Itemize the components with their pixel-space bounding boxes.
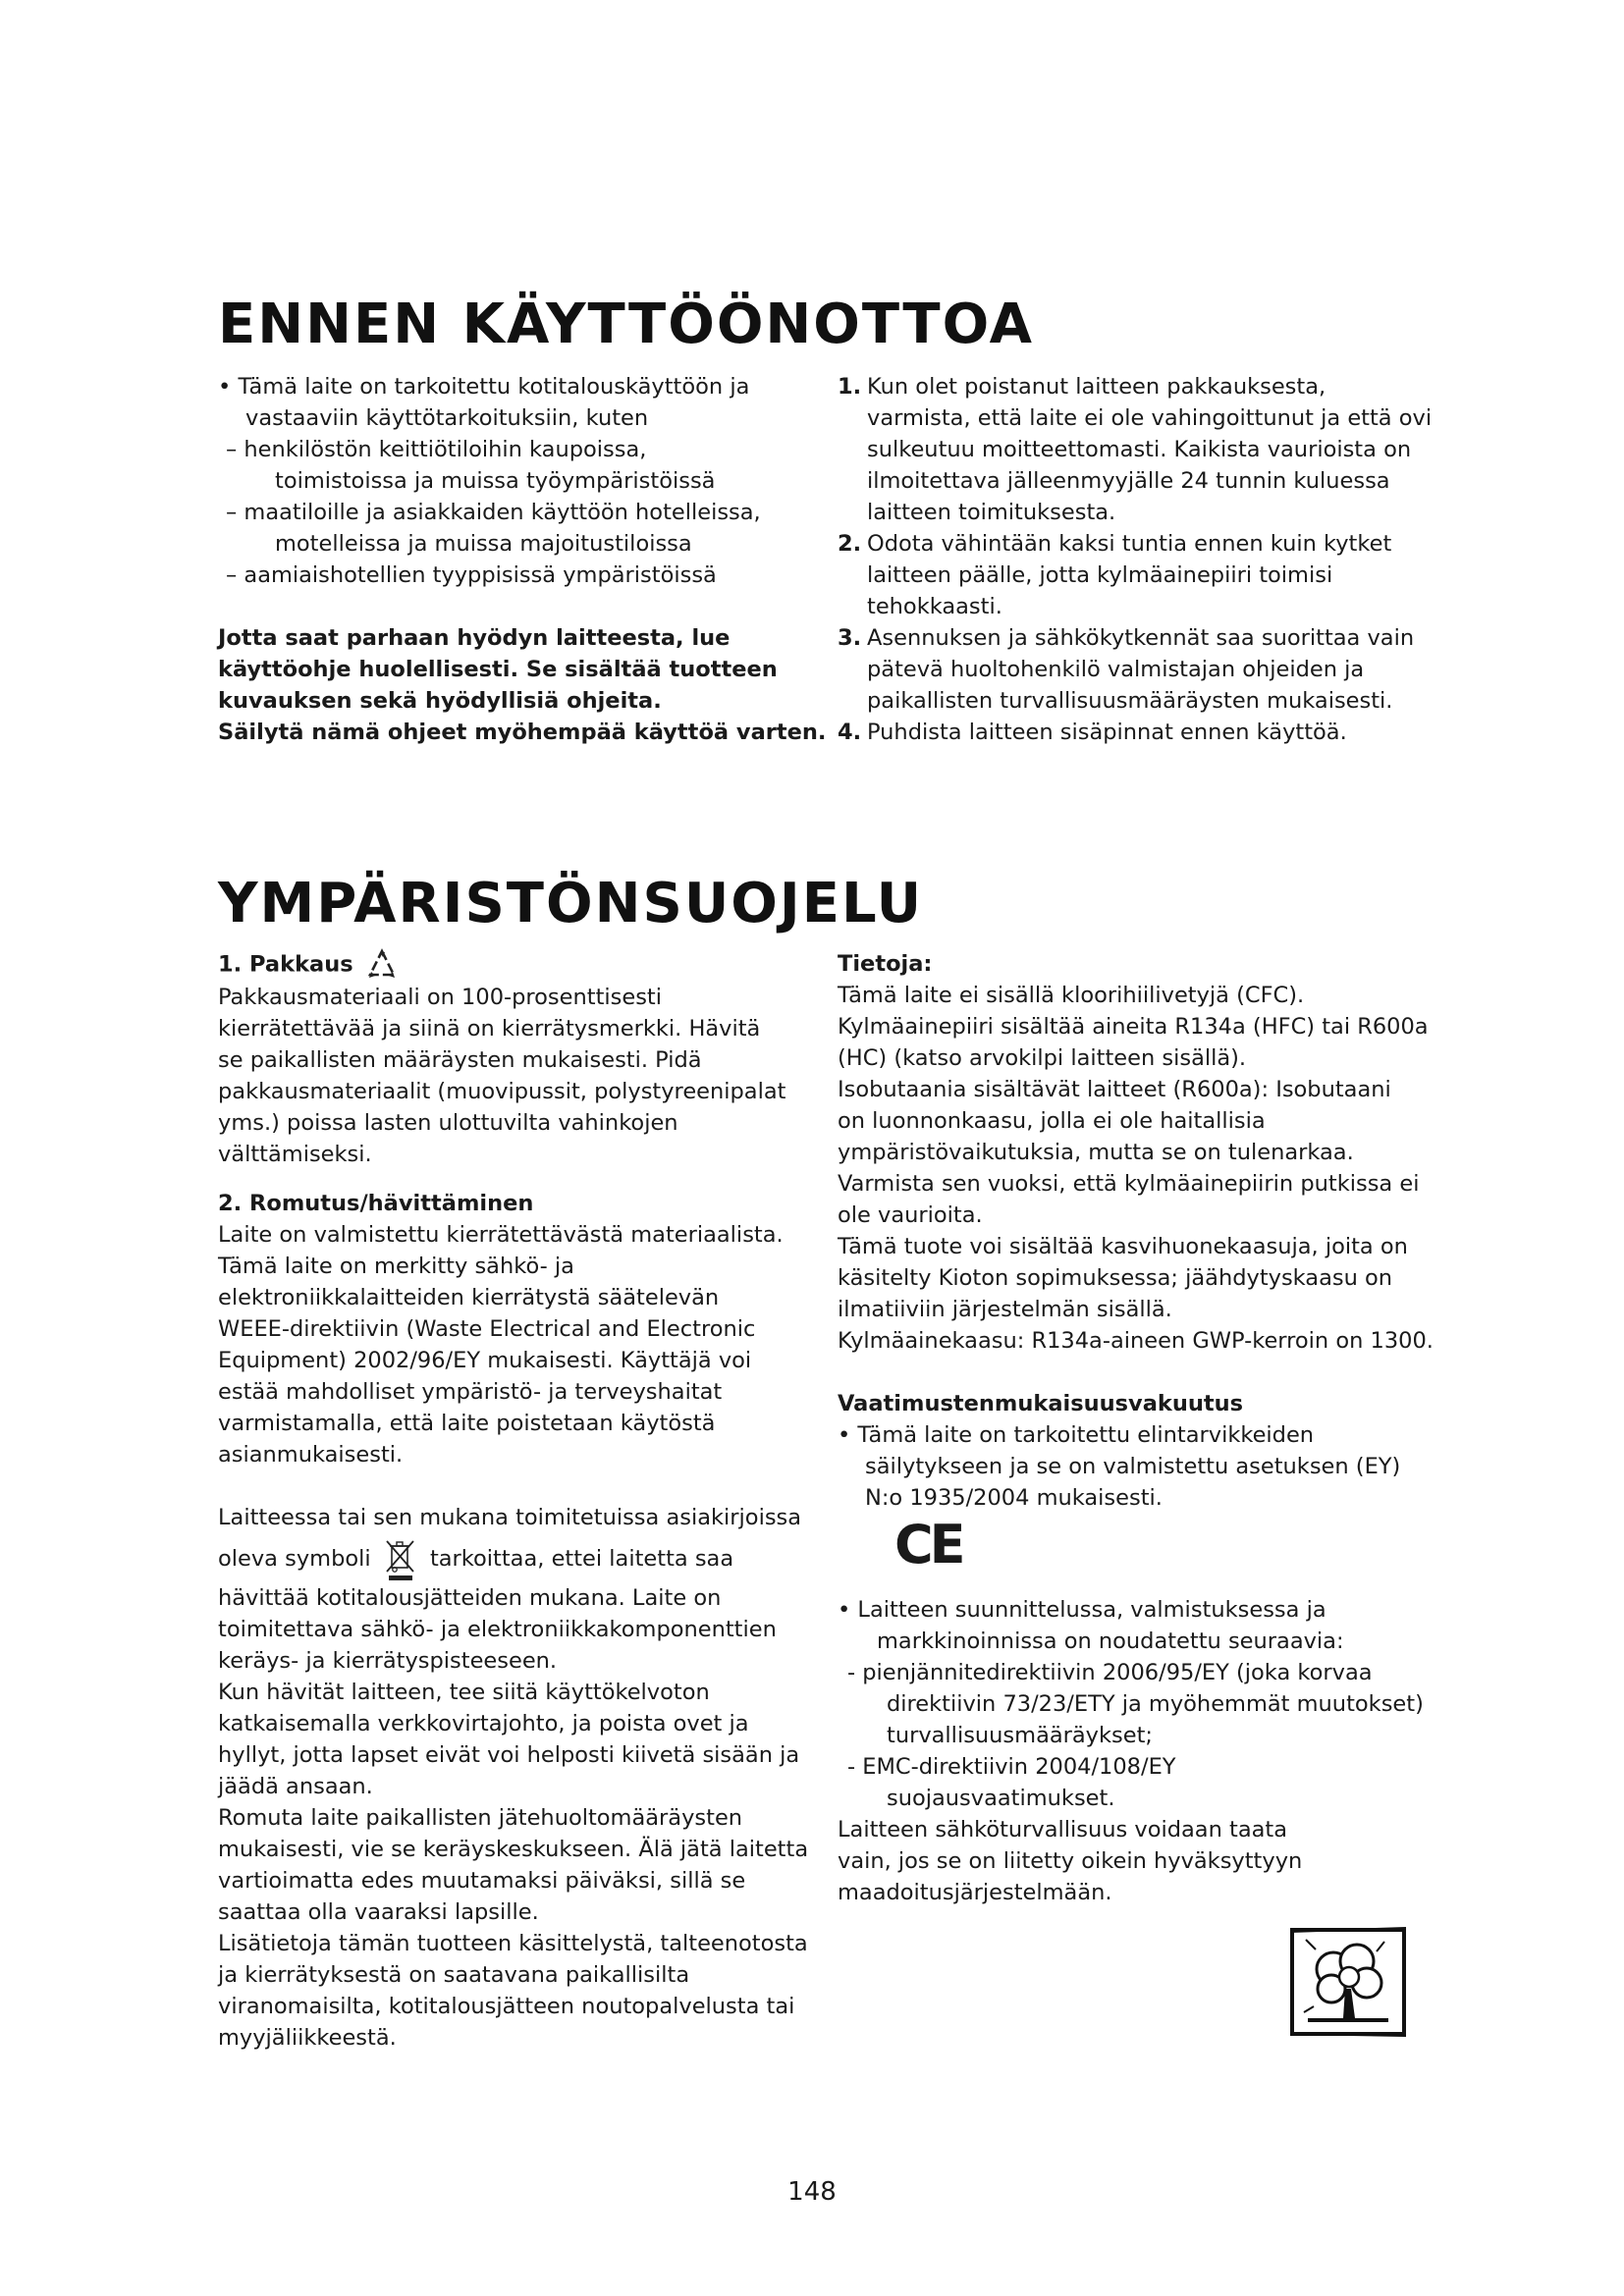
step-text: paikallisten turvallisuusmääräysten mukaisesti. xyxy=(867,688,1393,714)
text-line: Pakkausmateriaali on 100-prosenttisesti xyxy=(218,985,663,1010)
text-line: ympäristövaikutuksia, mutta se on tulenarkaa. xyxy=(838,1140,1354,1165)
environment-right-column xyxy=(838,948,1436,1908)
text-line: – maatiloille ja asiakkaiden käyttöön hotelleissa, xyxy=(226,500,761,525)
text-line: keräys- ja kierrätyspisteeseen. xyxy=(218,1648,558,1674)
text-line: suojausvaatimukset. xyxy=(887,1786,1115,1811)
text-line: vartioimatta edes muutamaksi päiväksi, sillä se xyxy=(218,1868,746,1894)
text-line: WEEE-direktiivin (Waste Electrical and Electronic xyxy=(218,1316,756,1342)
crossed-bin-icon xyxy=(384,1538,417,1581)
environment-left-column xyxy=(218,948,817,2054)
text-line: Tämä tuote voi sisältää kasvihuonekaasuja, joita on xyxy=(838,1234,1408,1259)
intro-column xyxy=(218,371,827,748)
text-line: pakkausmateriaalit (muovipussit, polystyreenipalat xyxy=(218,1079,786,1104)
step-number: 3. xyxy=(838,625,862,651)
text-line: myyjäliikkeestä. xyxy=(218,2025,397,2051)
vaatimus-heading: Vaatimustenmukaisuusvakuutus xyxy=(838,1391,1244,1416)
step-text: sulkeutuu moitteettomasti. Kaikista vaurioista on xyxy=(867,437,1412,462)
text-line: Lisätietoja tämän tuotteen käsittelystä, talteenotosta xyxy=(218,1931,808,1956)
step-2 xyxy=(838,528,1427,622)
text-line: markkinoinnissa on noudatettu seuraavia: xyxy=(877,1629,1344,1654)
text-line: vastaaviin käyttötarkoituksiin, kuten xyxy=(245,405,649,431)
text-line: Kun hävität laitteen, tee siitä käyttökelvoton xyxy=(218,1680,710,1705)
tree-emblem-icon xyxy=(1286,1924,1410,2040)
text-line: se paikallisten määräysten mukaisesti. Pidä xyxy=(218,1047,702,1073)
text-line: • Laitteen suunnittelussa, valmistuksessa ja xyxy=(838,1597,1326,1623)
bold-note-line: kuvauksen sekä hyödyllisiä ohjeita. xyxy=(218,688,662,714)
text-line: on luonnonkaasu, jolla ei ole haitallisia xyxy=(838,1108,1266,1134)
section-title-ymparistonsuojelu: YMPÄRISTÖNSUOJELU xyxy=(218,872,924,935)
text-line: direktiivin 73/23/ETY ja myöhemmät muutokset) xyxy=(887,1691,1424,1717)
step-3 xyxy=(838,622,1427,717)
step-text: pätevä huoltohenkilö valmistajan ohjeiden ja xyxy=(867,657,1365,682)
text-line: • Tämä laite on tarkoitettu elintarvikkeiden xyxy=(838,1422,1315,1448)
text-line: Laite on valmistettu kierrätettävästä materiaalista. xyxy=(218,1222,784,1248)
text-line: turvallisuusmääräykset; xyxy=(887,1723,1153,1748)
text-line: N:o 1935/2004 mukaisesti. xyxy=(865,1485,1163,1511)
step-text: varmista, että laite ei ole vahingoittunut ja että ovi xyxy=(867,405,1433,431)
text-line: – henkilöstön keittiötiloihin kaupoissa, xyxy=(226,437,647,462)
text-line: jäädä ansaan. xyxy=(218,1774,373,1799)
text-line: mukaisesti, vie se keräyskeskukseen. Älä jätä laitetta xyxy=(218,1837,809,1862)
text-line: vain, jos se on liitetty oikein hyväksyttyyn xyxy=(838,1848,1303,1874)
step-text: Odota vähintään kaksi tuntia ennen kuin kytket xyxy=(867,531,1392,557)
bold-note-line: Jotta saat parhaan hyödyn laitteesta, lue xyxy=(218,625,731,651)
step-text: laitteen toimituksesta. xyxy=(867,500,1116,525)
text-line: toimitettava sähkö- ja elektroniikkakomponenttien xyxy=(218,1617,777,1642)
text-line: Isobutaania sisältävät laitteet (R600a): Isobutaani xyxy=(838,1077,1391,1102)
text-line: • Tämä laite on tarkoitettu kotitalouskäyttöön ja xyxy=(218,374,750,400)
bold-note-line: Säilytä nämä ohjeet myöhempää käyttöä varten. xyxy=(218,720,827,745)
symbol-line: oleva symboli tarkoittaa, ettei laitetta saa xyxy=(218,1535,817,1582)
text-line: Laitteessa tai sen mukana toimitetuissa asiakirjoissa xyxy=(218,1505,802,1530)
text-line: ilmatiiviin järjestelmän sisällä. xyxy=(838,1297,1172,1322)
text-line: hyllyt, jotta lapset eivät voi helposti kiivetä sisään ja xyxy=(218,1742,800,1768)
step-number: 1. xyxy=(838,374,862,400)
text-line: Varmista sen vuoksi, että kylmäainepiirin putkissa ei xyxy=(838,1171,1420,1197)
text-line: Laitteen sähköturvallisuus voidaan taata xyxy=(838,1817,1287,1842)
tietoja-heading: Tietoja: xyxy=(838,951,933,977)
text-line: säilytykseen ja se on valmistettu asetuksen (EY) xyxy=(865,1454,1401,1479)
step-text: laitteen päälle, jotta kylmäainepiiri toimisi xyxy=(867,562,1333,588)
text-line: Kylmäainepiiri sisältää aineita R134a (HFC) tai R600a xyxy=(838,1014,1429,1040)
text-line: katkaisemalla verkkovirtajohto, ja poista ovet ja xyxy=(218,1711,749,1736)
steps-column xyxy=(838,371,1433,748)
text-line: saattaa olla vaaraksi lapsille. xyxy=(218,1899,539,1925)
text-line: estää mahdolliset ympäristö- ja terveyshaitat xyxy=(218,1379,723,1405)
section-title-ennen-kayttoonottoa: ENNEN KÄYTTÖÖNOTTOA xyxy=(218,293,1035,356)
text-line: Kylmäainekaasu: R134a-aineen GWP-kerroin on 1300. xyxy=(838,1328,1434,1354)
text-line: maadoitusjärjestelmään. xyxy=(838,1880,1112,1905)
text-line: elektroniikkalaitteiden kierrätystä säätelevän xyxy=(218,1285,720,1310)
step-4 xyxy=(838,717,1427,748)
ce-mark-icon: CE xyxy=(894,1514,962,1575)
step-text: tehokkaasti. xyxy=(867,594,1002,619)
text-line: (HC) (katso arvokilpi laitteen sisällä). xyxy=(838,1045,1247,1071)
pakkaus-heading: 1. Pakkaus xyxy=(218,948,817,982)
text-line: välttämiseksi. xyxy=(218,1142,372,1167)
text-line: Tämä laite on merkitty sähkö- ja xyxy=(218,1254,574,1279)
romutus-heading: 2. Romutus/hävittäminen xyxy=(218,1191,534,1216)
step-1 xyxy=(838,371,1433,528)
step-text: Kun olet poistanut laitteen pakkauksesta, xyxy=(867,374,1326,400)
step-text: ilmoitettava jälleenmyyjälle 24 tunnin kuluessa xyxy=(867,468,1390,494)
text-line: viranomaisilta, kotitalousjätteen noutopalvelusta tai xyxy=(218,1994,795,2019)
text-line: Tämä laite ei sisällä kloorihiilivetyjä (CFC). xyxy=(838,983,1305,1008)
text-line: motelleissa ja muissa majoitustiloissa xyxy=(275,531,692,557)
step-text: Asennuksen ja sähkökytkennät saa suorittaa vain xyxy=(867,625,1415,651)
step-text: Puhdista laitteen sisäpinnat ennen käyttöä. xyxy=(867,720,1347,745)
recycle-icon xyxy=(366,948,398,982)
page-number: 148 xyxy=(787,2177,837,2207)
text-line: ja kierrätyksestä on saatavana paikallisilta xyxy=(218,1962,690,1988)
text-line: toimistoissa ja muissa työympäristöissä xyxy=(275,468,716,494)
text-line: asianmukaisesti. xyxy=(218,1442,404,1468)
text-line: – aamiaishotellien tyyppisissä ympäristöissä xyxy=(226,562,717,588)
text-line: kierrätettävää ja siinä on kierrätysmerkki. Hävitä xyxy=(218,1016,761,1041)
text-line: varmistamalla, että laite poistetaan käytöstä xyxy=(218,1411,716,1436)
text-line: Equipment) 2002/96/EY mukaisesti. Käyttäjä voi xyxy=(218,1348,752,1373)
text-line: Romuta laite paikallisten jätehuoltomääräysten xyxy=(218,1805,743,1831)
text-line: hävittää kotitalousjätteiden mukana. Laite on xyxy=(218,1585,722,1611)
text-line: - pienjännitedirektiivin 2006/95/EY (joka korvaa xyxy=(847,1660,1373,1685)
text-line: käsitelty Kioton sopimuksessa; jäähdytyskaasu on xyxy=(838,1265,1393,1291)
text-line: yms.) poissa lasten ulottuvilta vahinkojen xyxy=(218,1110,678,1136)
step-number: 4. xyxy=(838,720,862,745)
text-line: ole vaurioita. xyxy=(838,1202,983,1228)
bold-note-line: käyttöohje huolellisesti. Se sisältää tuotteen xyxy=(218,657,778,682)
text-line: - EMC-direktiivin 2004/108/EY xyxy=(847,1754,1176,1780)
step-number: 2. xyxy=(838,531,862,557)
